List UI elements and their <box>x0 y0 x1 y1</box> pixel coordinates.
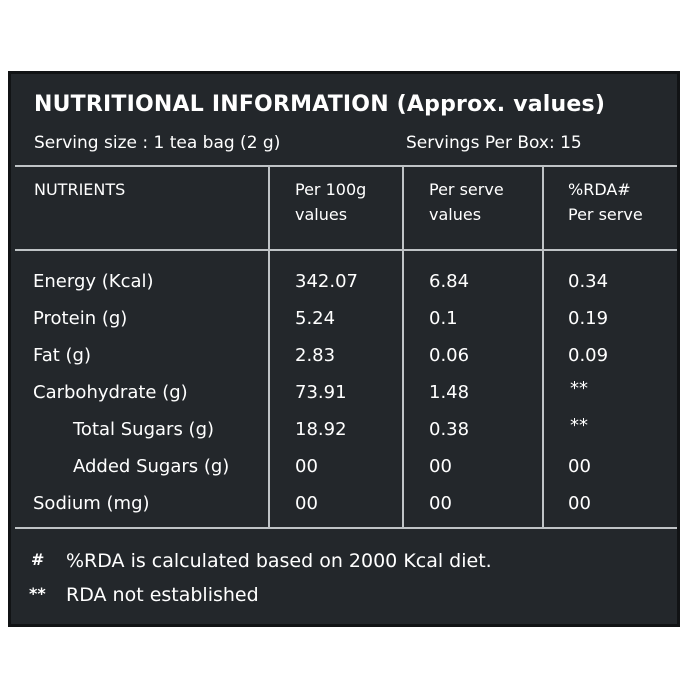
footnote-text: RDA not established <box>66 584 259 606</box>
value-per-serve: 0.38 <box>429 419 470 440</box>
value-per-serve: 00 <box>429 456 452 477</box>
footnote-mark: ** <box>29 584 46 603</box>
value-rda: ** <box>570 378 588 399</box>
footnote-text: %RDA is calculated based on 2000 Kcal diet. <box>66 550 492 572</box>
serving-size: Serving size : 1 tea bag (2 g) <box>34 133 281 153</box>
value-per-100g: 5.24 <box>295 308 336 329</box>
column-divider <box>542 167 544 527</box>
nutrition-label-panel <box>8 71 680 627</box>
header-per-serve <box>429 177 504 227</box>
servings-per-box: Servings Per Box: 15 <box>406 133 582 153</box>
value-rda: ** <box>570 415 588 436</box>
nutrient-name: Sodium (mg) <box>33 493 150 514</box>
value-per-100g: 2.83 <box>295 345 336 366</box>
header-line: values <box>295 205 348 224</box>
value-per-serve: 1.48 <box>429 382 470 403</box>
value-rda: 0.09 <box>568 345 609 366</box>
column-divider <box>402 167 404 527</box>
header-line: Per serve <box>568 205 643 224</box>
header-line: %RDA# <box>568 180 631 199</box>
value-per-100g: 73.91 <box>295 382 347 403</box>
nutrient-name: Added Sugars (g) <box>73 456 230 477</box>
nutrient-name: Carbohydrate (g) <box>33 382 188 403</box>
value-per-100g: 00 <box>295 493 318 514</box>
value-per-100g: 18.92 <box>295 419 347 440</box>
value-per-100g: 342.07 <box>295 271 358 292</box>
value-rda: 00 <box>568 456 591 477</box>
value-per-serve: 0.1 <box>429 308 458 329</box>
header-line: values <box>429 205 482 224</box>
nutrient-name: Protein (g) <box>33 308 128 329</box>
header-rda <box>568 177 643 227</box>
label-title: NUTRITIONAL INFORMATION (Approx. values) <box>34 92 606 117</box>
header-nutrients <box>34 177 125 202</box>
value-per-serve: 6.84 <box>429 271 470 292</box>
nutrition-table <box>15 165 677 529</box>
header-line: Per 100g <box>295 180 367 199</box>
value-per-serve: 00 <box>429 493 452 514</box>
footnote-mark: # <box>31 550 45 569</box>
column-divider <box>268 167 270 527</box>
header-line: Per serve <box>429 180 504 199</box>
nutrient-name: Energy (Kcal) <box>33 271 154 292</box>
nutrient-name: Fat (g) <box>33 345 91 366</box>
value-per-serve: 0.06 <box>429 345 470 366</box>
value-rda: 0.19 <box>568 308 609 329</box>
value-rda: 0.34 <box>568 271 609 292</box>
value-per-100g: 00 <box>295 456 318 477</box>
header-line: NUTRIENTS <box>34 180 126 199</box>
value-rda: 00 <box>568 493 591 514</box>
header-per-100g <box>295 177 366 227</box>
nutrient-name: Total Sugars (g) <box>73 419 215 440</box>
header-divider <box>15 249 677 251</box>
